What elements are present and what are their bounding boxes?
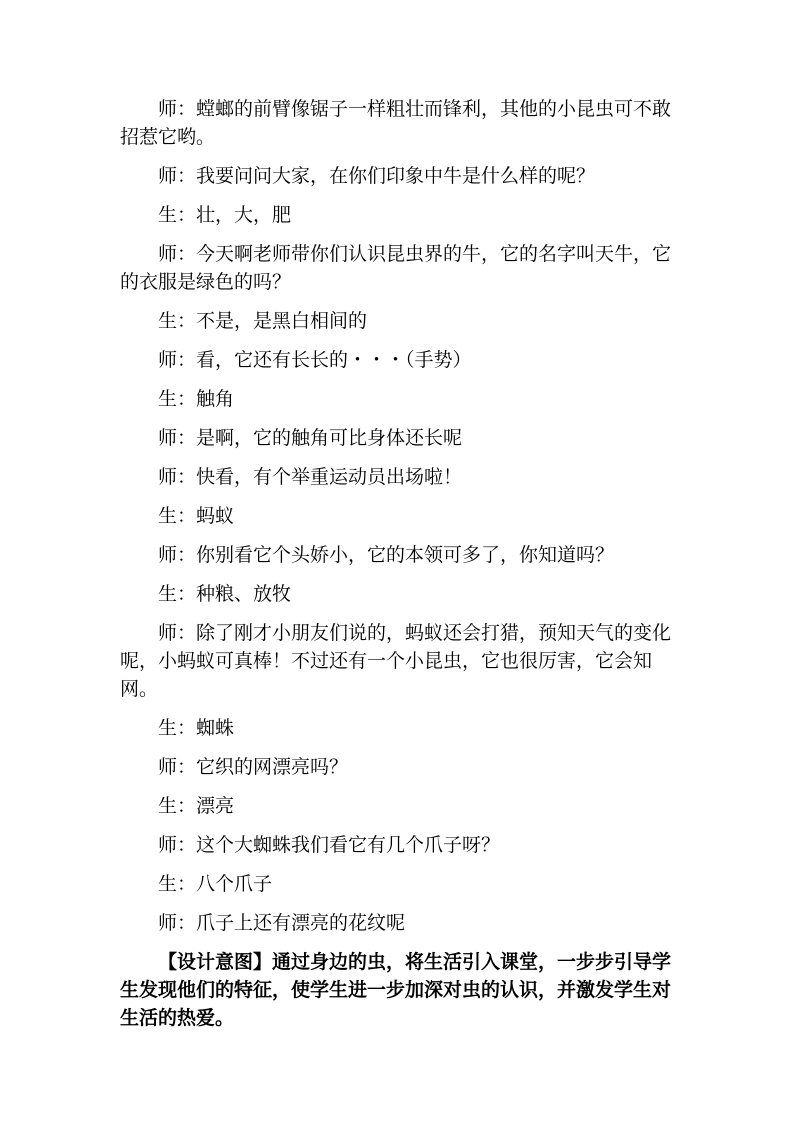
design-intent-paragraph: 【设计意图】通过身边的虫，将生活引入课堂，一步步引导学生发现他们的特征，使学生进一步加深对虫的认识，并激发学生对生活的热爱。 [120,951,672,1029]
dialogue-line: 生：触角 [158,388,235,410]
dialogue-line: 生：不是，是黑白相间的 [158,310,368,332]
dialogue-line: 生：八个爪子 [158,873,273,895]
dialogue-line: 生：壮，大，肥 [158,204,292,226]
dialogue-line: 师：爪子上还有漂亮的花纹呢 [158,912,406,934]
dialogue-line: 师：螳螂的前臂像锯子一样粗壮而锋利，其他的小昆虫可不敢招惹它哟。 [120,98,672,148]
dialogue-line: 生：蜘蛛 [158,717,235,739]
dialogue-line: 师：我要问问大家，在你们印象中牛是什么样的呢？ [158,165,596,187]
dialogue-line: 生：漂亮 [158,795,235,817]
dialogue-line: 师：你别看它个头娇小，它的本领可多了，你知道吗？ [158,544,615,566]
dialogue-line: 师：它织的网漂亮吗？ [158,756,349,778]
dialogue-line: 生：种粮、放牧 [158,583,292,605]
dialogue-line: 师：快看，有个举重运动员出场啦！ [158,466,463,488]
document-page [120,95,676,1043]
dialogue-line: 师：是啊，它的触角可比身体还长呢 [158,427,463,449]
dialogue-line: 生：蚂蚁 [158,505,235,527]
dialogue-line: 师：看，它还有长长的・・・（手势） [158,349,472,371]
dialogue-line: 师：今天啊老师带你们认识昆虫界的牛，它的名字叫天牛，它的衣服是绿色的吗？ [120,243,672,293]
dialogue-line: 师：除了刚才小朋友们说的，蚂蚁还会打猎，预知天气的变化呢，小蚂蚁可真棒！不过还有一个小昆虫，它也很厉害，它会知网。 [120,622,672,700]
dialogue-line: 师：这个大蜘蛛我们看它有几个爪子呀？ [158,834,501,856]
